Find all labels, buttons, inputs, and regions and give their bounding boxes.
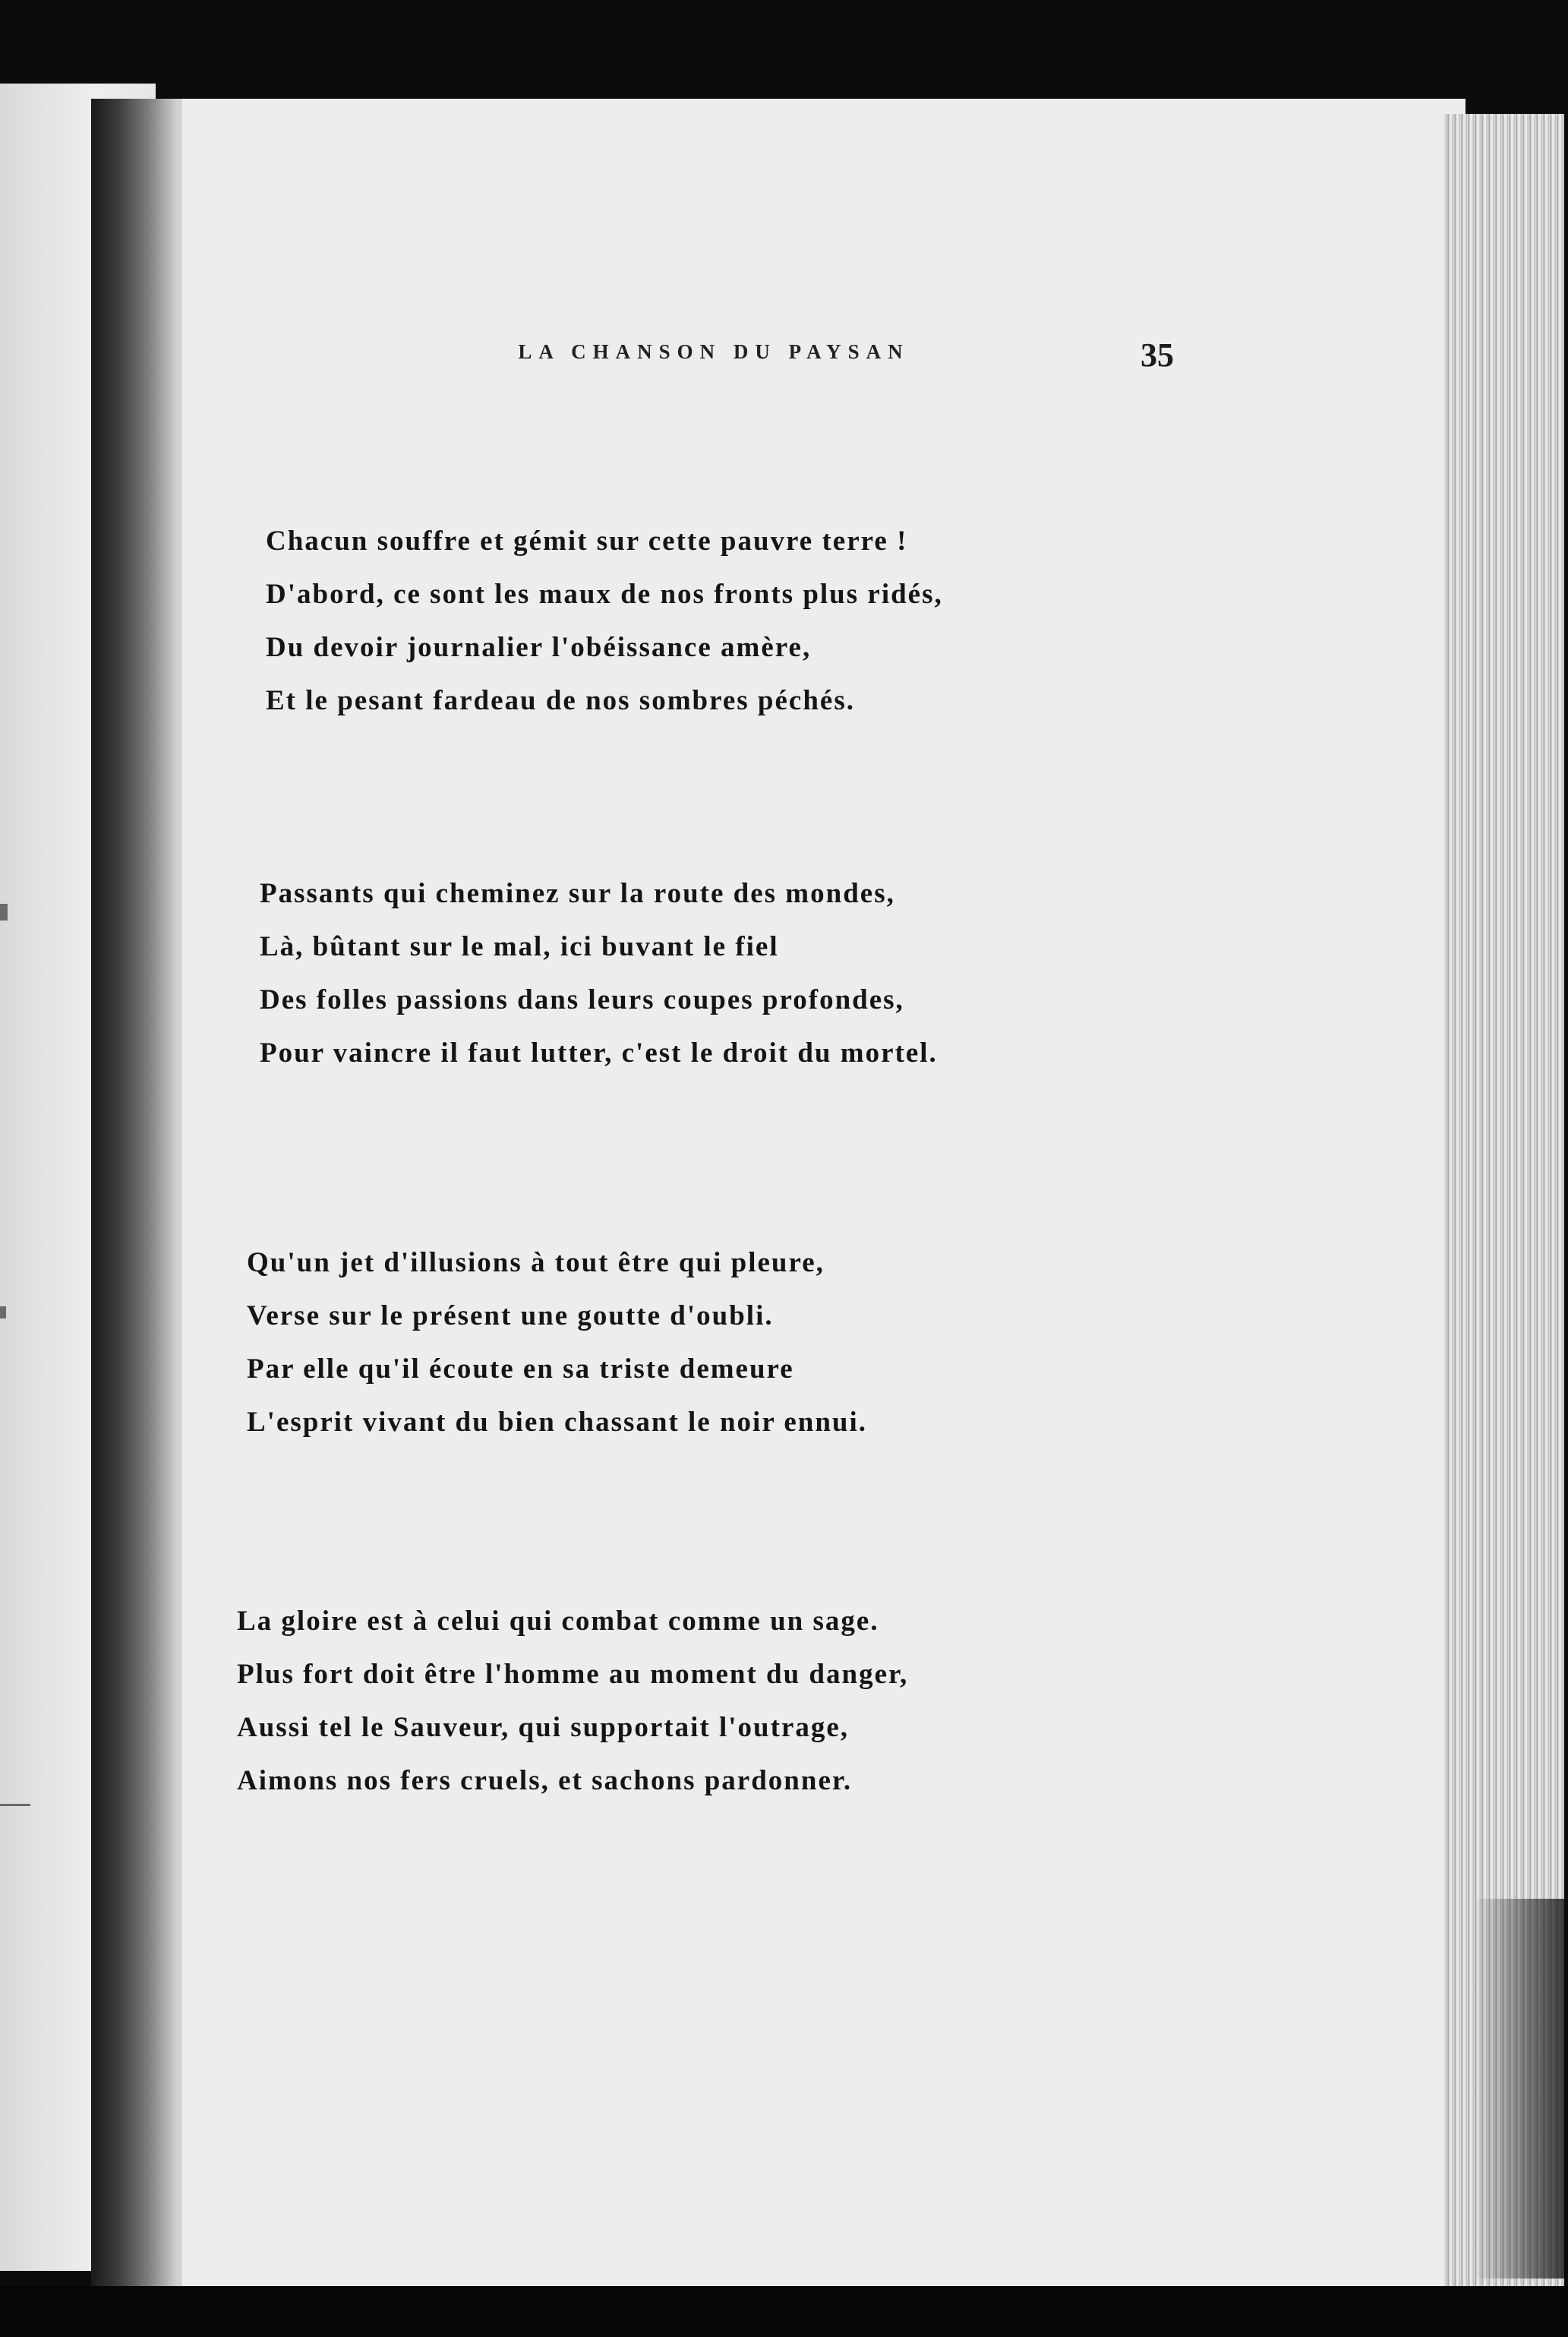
- verse-line: D'abord, ce sont les maux de nos fronts plus ridés,: [266, 579, 943, 610]
- verse-line: L'esprit vivant du bien chassant le noir ennui.: [247, 1407, 868, 1438]
- verse-line: Verse sur le présent une goutte d'oubli.: [247, 1300, 774, 1331]
- verse-line: Aussi tel le Sauveur, qui supportait l'outrage,: [237, 1712, 849, 1743]
- verse-line: Des folles passions dans leurs coupes profondes,: [260, 984, 904, 1015]
- facing-page-mark: [0, 904, 8, 921]
- verse-line: La gloire est à celui qui combat comme un sage.: [237, 1606, 879, 1637]
- stanza-1: [266, 515, 943, 728]
- verse-line: Qu'un jet d'illusions à tout être qui pleure,: [247, 1247, 825, 1278]
- verse-line: Là, bûtant sur le mal, ici buvant le fiel: [260, 931, 779, 962]
- running-title: LA CHANSON DU PAYSAN: [518, 340, 910, 363]
- verse-line: Passants qui cheminez sur la route des mondes,: [260, 878, 895, 909]
- verse-line: Et le pesant fardeau de nos sombres péchés.: [266, 685, 855, 716]
- stanza-4: [237, 1595, 908, 1808]
- page-stack-edge: [1443, 114, 1564, 2286]
- stanza-3: [247, 1236, 867, 1449]
- page-edge-shadow: [1473, 1899, 1564, 2279]
- verse-line: Du devoir journalier l'obéissance amère,: [266, 632, 812, 663]
- verse-line: Plus fort doit être l'homme au moment du danger,: [237, 1659, 909, 1690]
- facing-page-mark: [0, 1306, 6, 1319]
- book-gutter: [91, 99, 197, 2294]
- verse-line: Par elle qu'il écoute en sa triste demeure: [247, 1353, 794, 1385]
- verse-line: Pour vaincre il faut lutter, c'est le droit du mortel.: [260, 1037, 938, 1069]
- facing-page-rule: [0, 1804, 30, 1806]
- page-number: 35: [1141, 336, 1174, 374]
- scan-border: [0, 2286, 1568, 2337]
- verse-line: Chacun souffre et gémit sur cette pauvre terre !: [266, 526, 908, 557]
- book-page: [182, 99, 1465, 2294]
- verse-line: Aimons nos fers cruels, et sachons pardonner.: [237, 1765, 853, 1796]
- stanza-2: [260, 867, 938, 1080]
